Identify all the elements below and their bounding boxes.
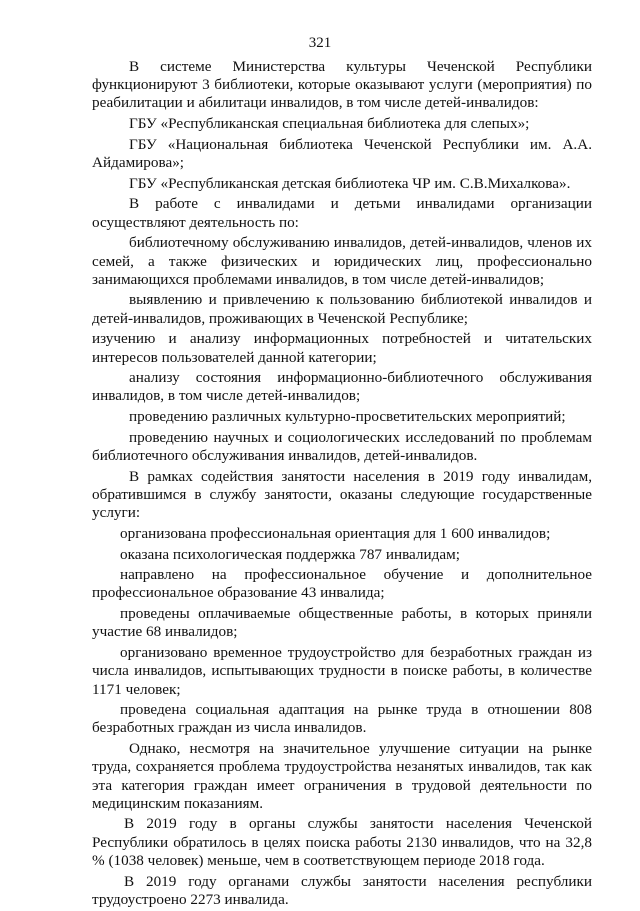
page-number: 321 (308, 35, 332, 51)
paragraph-library-national: ГБУ «Национальная библиотека Чеченской Республики им. А.А. Айдамирова»; (92, 135, 592, 172)
paragraph-service-orientation: организована профессиональная ориентация для 1 600 инвалидов; (120, 524, 551, 542)
paragraph-service-public-works: проведены оплачиваемые общественные работы, в которых приняли участие 68 инвалидов; (92, 605, 592, 641)
paragraph-activity-service: библиотечному обслуживанию инвалидов, детей-инвалидов, членов их семей, а также физических и юридических лиц, профессионально занимающихся проблемами инвалидов, в том числе детей-инвалидов; (92, 234, 592, 288)
paragraph-service-temporary-work: организовано временное трудоустройство для безработных граждан из числа инвалидов, испытывающих трудности в поиске работы, в количестве 1171 человек; (92, 644, 592, 698)
paragraph-employment-applications: В 2019 году в органы службы занятости населения Чеченской Республики обратилось в целях поиска работы 2130 инвалидов, что на 32,8 % (1038 человек) меньше, чем в соответствующем периоде 2018 года. (92, 815, 592, 869)
paragraph-activities-intro: В работе с инвалидами и детьми инвалидами организации осуществляют деятельность по: (92, 195, 592, 231)
paragraph-service-adaptation: проведена социальная адаптация на рынке труда в отношении 808 безработных граждан из числа инвалидов. (92, 701, 592, 737)
paragraph-service-psychological: оказана психологическая поддержка 787 инвалидам; (120, 545, 460, 563)
paragraph-activity-attraction: выявлению и привлечению к пользованию библиотекой инвалидов и детей-инвалидов, проживающих в Чеченской Республике; (92, 291, 592, 327)
document-body (92, 58, 592, 911)
paragraph-activity-study: изучению и анализу информационных потребностей и читательских интересов пользователей данной категории; (92, 330, 592, 366)
paragraph-employment-placed: В 2019 году органами службы занятости населения республики трудоустроено 2273 инвалида. (92, 872, 592, 908)
paragraph-activity-events: проведению различных культурно-просветительских мероприятий; (129, 408, 566, 426)
paragraph-employment-intro: В рамках содействия занятости населения в 2019 году инвалидам, обратившимся в службу занятости, оказаны следующие государственные услуги: (92, 467, 592, 522)
paragraph-employment-problem: Однако, несмотря на значительное улучшение ситуации на рынке труда, сохраняется проблема трудоустройства незанятых инвалидов, так как эта категория граждан имеет ограничения в трудовой деятельности по медицинским показаниям. (92, 740, 592, 812)
paragraph-activity-analysis: анализу состояния информационно-библиотечного обслуживания инвалидов, в том числе детей-инвалидов; (92, 369, 592, 405)
paragraph-library-children: ГБУ «Республиканская детская библиотека ЧР им. С.В.Михалкова». (129, 174, 571, 192)
paragraph-libraries-intro: В системе Министерства культуры Чеченской Республики функционируют 3 библиотеки, которые оказывают услуги (мероприятия) по реабилитации и абилитаци инвалидов, в том числе детей-инвалидов: (92, 58, 592, 112)
paragraph-activity-research: проведению научных и социологических исследований по проблемам библиотечного обслуживания инвалидов, детей-инвалидов. (92, 428, 592, 465)
paragraph-library-blind: ГБУ «Республиканская специальная библиотека для слепых»; (129, 115, 530, 133)
paragraph-service-training: направлено на профессиональное обучение и дополнительное профессиональное образование 43 инвалида; (92, 566, 592, 602)
